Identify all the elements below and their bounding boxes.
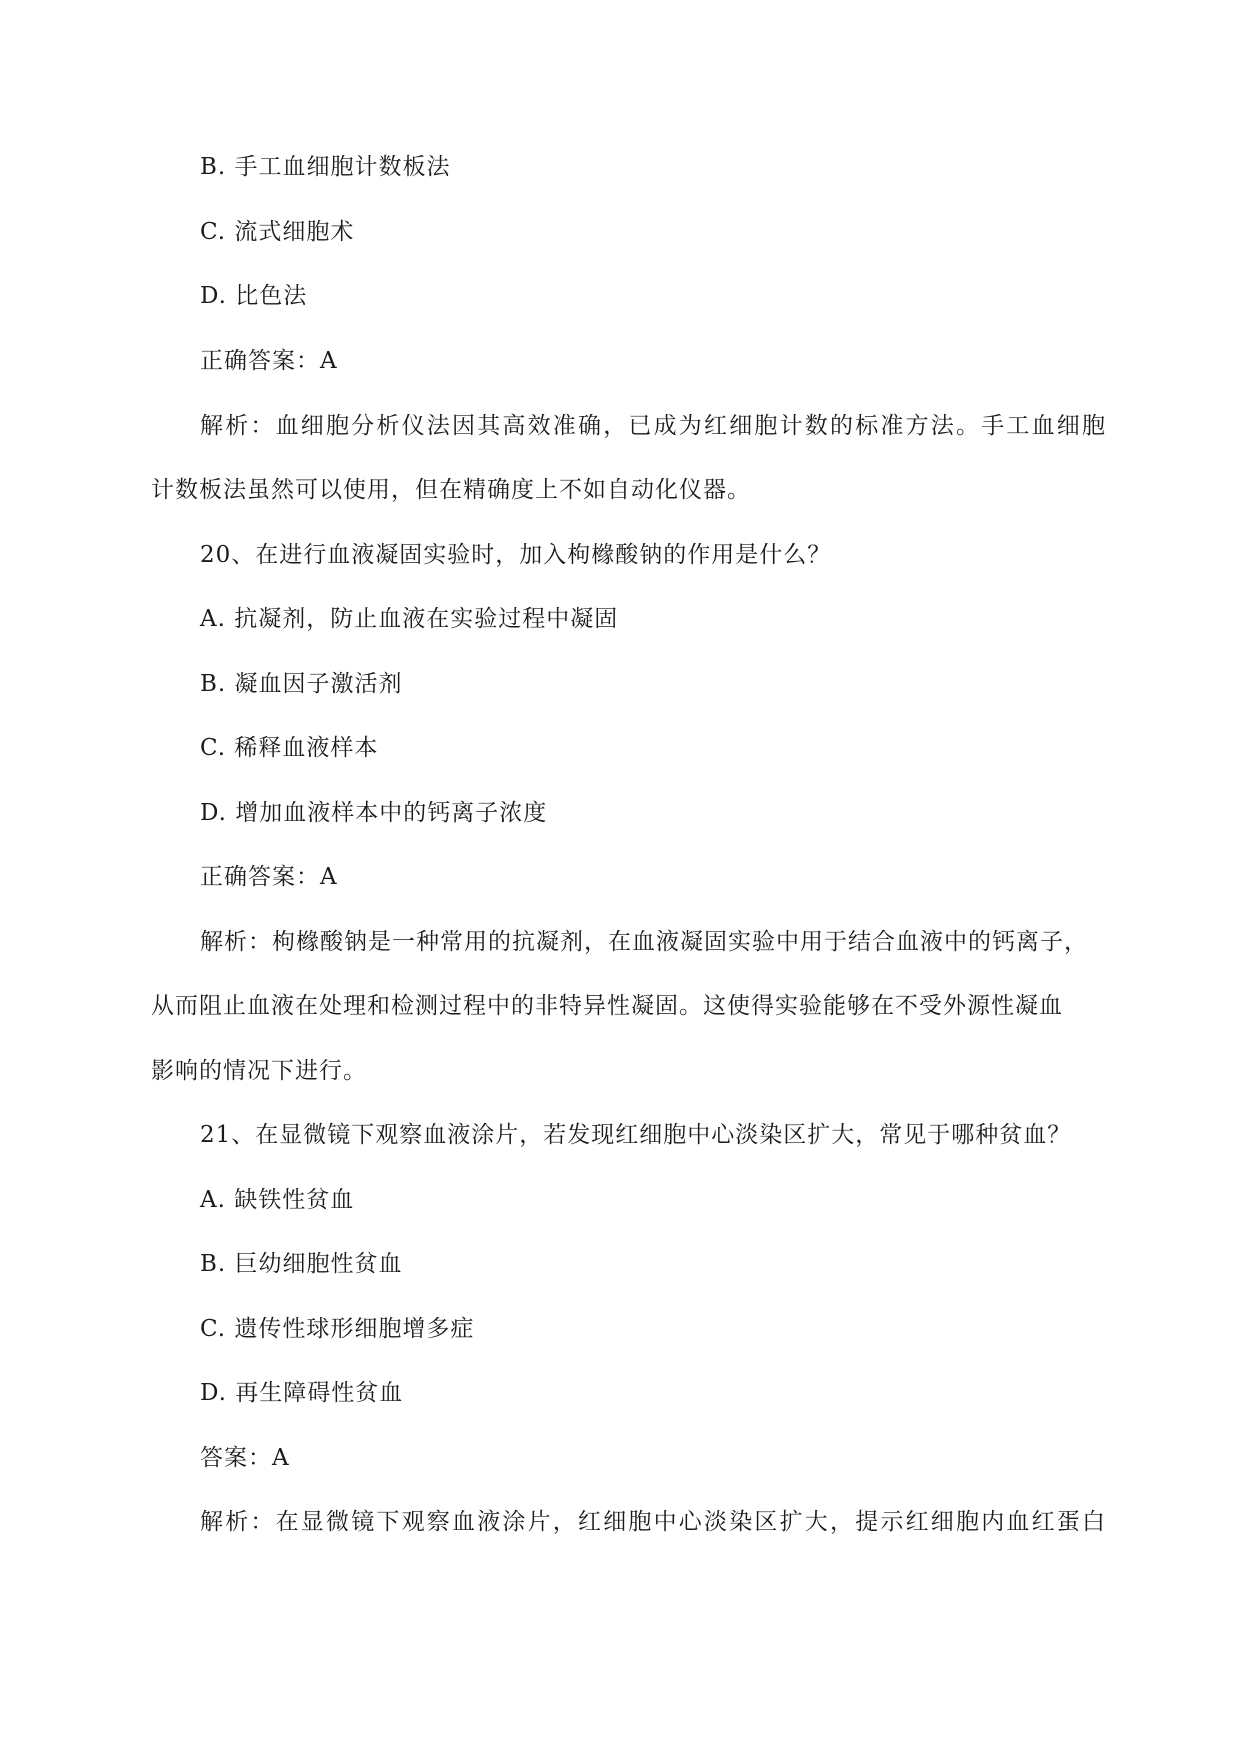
q21-option-c: C. 遗传性球形细胞增多症 [200,1316,475,1342]
q20-option-d: D. 增加血液样本中的钙离子浓度 [200,800,548,826]
q19-option-b: B. 手工血细胞计数板法 [200,154,451,180]
q20-option-c: C. 稀释血液样本 [200,735,379,761]
q21-option-d: D. 再生障碍性贫血 [200,1380,404,1406]
q20-explanation-line-2: 从而阻止血液在处理和检测过程中的非特异性凝固。这使得实验能够在不受外源性凝血 [151,993,1063,1019]
q19-option-d: D. 比色法 [200,283,308,309]
q20-option-a: A. 抗凝剂，防止血液在实验过程中凝固 [200,606,619,632]
q19-answer: 正确答案：A [200,348,338,374]
q21-option-a: A. 缺铁性贫血 [200,1187,355,1213]
q20-question: 20、在进行血液凝固实验时，加入枸橼酸钠的作用是什么？ [200,542,832,568]
q20-answer: 正确答案：A [200,864,338,890]
q20-explanation-line-1: 解析：枸橼酸钠是一种常用的抗凝剂，在血液凝固实验中用于结合血液中的钙离子， [200,929,1088,955]
q19-option-c: C. 流式细胞术 [200,219,355,245]
q21-explanation-line-1: 解析：在显微镜下观察血液涂片，红细胞中心淡染区扩大，提示红细胞内血红蛋白 [200,1509,1108,1535]
q19-explanation-line-1: 解析：血细胞分析仪法因其高效准确，已成为红细胞计数的标准方法。手工血细胞 [200,413,1108,439]
q19-explanation-line-2: 计数板法虽然可以使用，但在精确度上不如自动化仪器。 [151,477,751,503]
q20-explanation-line-3: 影响的情况下进行。 [151,1058,367,1084]
q20-option-b: B. 凝血因子激活剂 [200,671,403,697]
q21-option-b: B. 巨幼细胞性贫血 [200,1251,403,1277]
q21-answer: 答案：A [200,1445,290,1471]
q21-question: 21、在显微镜下观察血液涂片，若发现红细胞中心淡染区扩大，常见于哪种贫血？ [200,1122,1072,1148]
